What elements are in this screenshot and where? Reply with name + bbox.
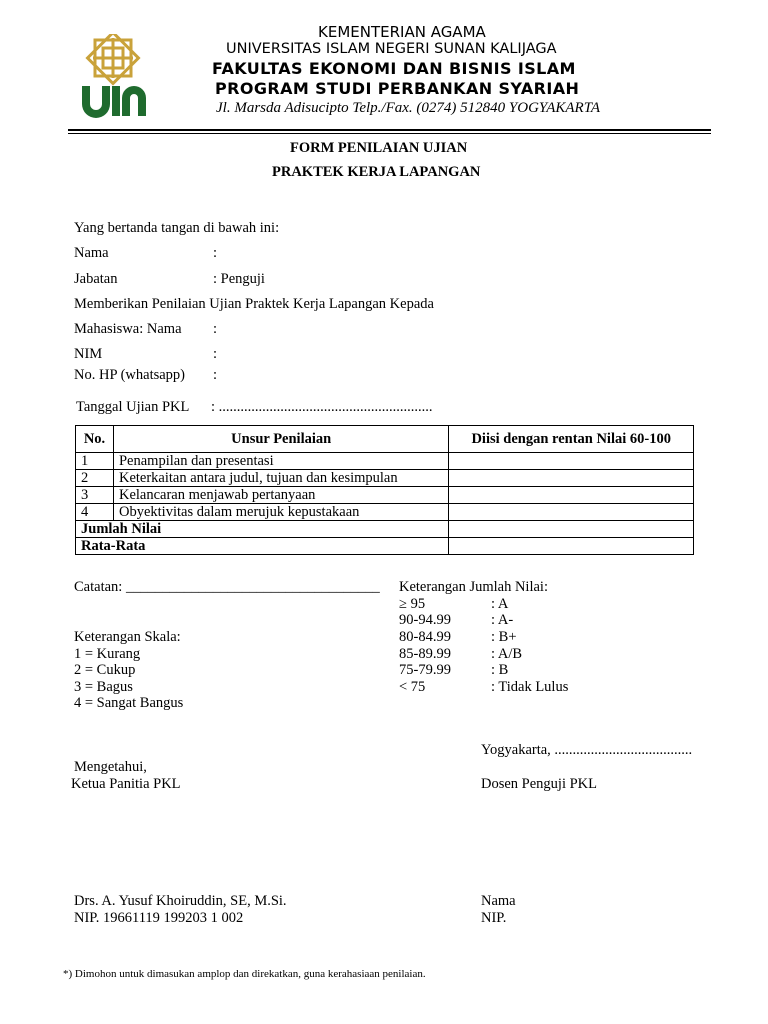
field-value-nama[interactable]: : bbox=[213, 245, 218, 261]
field-value-jabatan[interactable]: : Penguji bbox=[213, 271, 265, 287]
field-label-phone: No. HP (whatsapp) bbox=[74, 367, 186, 383]
table-row bbox=[76, 470, 694, 487]
table-row bbox=[76, 504, 694, 521]
header-address: Jl. Marsda Adisucipto Telp./Fax. (0274) 512840 YOGYAKARTA bbox=[216, 100, 601, 116]
grade-range: 90-94.99 bbox=[399, 612, 451, 628]
field-label-nama: Nama bbox=[74, 245, 109, 261]
table-header-no: No. bbox=[76, 426, 114, 453]
average-row bbox=[76, 538, 694, 555]
exam-date-label: Tanggal Ujian PKL bbox=[76, 399, 190, 415]
sign-left-line2: Ketua Panitia PKL bbox=[71, 776, 181, 792]
table-header-row bbox=[76, 426, 694, 453]
field-value-mahasiswa[interactable]: : bbox=[213, 321, 218, 337]
footnote: *) Dimohon untuk dimasukan amplop dan direkatkan, guna kerahasiaan penilaian. bbox=[63, 968, 426, 980]
table-header-score: Diisi dengan rentan Nilai 60-100 bbox=[449, 426, 694, 453]
table-row bbox=[76, 487, 694, 504]
total-row bbox=[76, 521, 694, 538]
score-cell[interactable] bbox=[449, 504, 694, 521]
grade-range: 80-84.99 bbox=[399, 629, 451, 645]
row-number: 2 bbox=[76, 470, 114, 487]
grade-value: : A- bbox=[491, 612, 514, 628]
form-title: FORM PENILAIAN UJIAN bbox=[290, 140, 468, 156]
sign-right-title: Dosen Penguji PKL bbox=[481, 776, 597, 792]
grade-range: 85-89.99 bbox=[399, 646, 451, 662]
scale-item: 4 = Sangat Bangus bbox=[74, 695, 184, 711]
row-item: Keterkaitan antara judul, tujuan dan kesimpulan bbox=[113, 470, 448, 487]
scale-item: 2 = Cukup bbox=[74, 662, 136, 678]
statement-text: Memberikan Penilaian Ujian Praktek Kerja Lapangan Kepada bbox=[74, 296, 434, 312]
grade-range: ≥ 95 bbox=[399, 596, 426, 612]
header-ministry: KEMENTERIAN AGAMA bbox=[318, 23, 486, 41]
total-label: Jumlah Nilai bbox=[76, 521, 449, 538]
university-emblem-icon bbox=[78, 34, 148, 118]
total-cell[interactable] bbox=[449, 521, 694, 538]
field-label-nim: NIM bbox=[74, 346, 103, 362]
sign-left-line1: Mengetahui, bbox=[74, 759, 147, 775]
table-row bbox=[76, 453, 694, 470]
row-number: 3 bbox=[76, 487, 114, 504]
grade-title: Keterangan Jumlah Nilai: bbox=[399, 579, 548, 595]
row-item: Penampilan dan presentasi bbox=[113, 453, 448, 470]
scale-title: Keterangan Skala: bbox=[74, 629, 181, 645]
grade-value: : B bbox=[491, 662, 509, 678]
average-cell[interactable] bbox=[449, 538, 694, 555]
sign-left-name: Drs. A. Yusuf Khoiruddin, SE, M.Si. bbox=[74, 893, 287, 909]
row-item: Obyektivitas dalam merujuk kepustakaan bbox=[113, 504, 448, 521]
row-number: 1 bbox=[76, 453, 114, 470]
scale-item: 1 = Kurang bbox=[74, 646, 141, 662]
table-header-item: Unsur Penilaian bbox=[113, 426, 448, 453]
field-label-jabatan: Jabatan bbox=[74, 271, 118, 287]
field-value-nim[interactable]: : bbox=[213, 346, 218, 362]
place-date[interactable]: Yogyakarta, ...................................... bbox=[481, 742, 693, 758]
sign-right-name[interactable]: Nama bbox=[481, 893, 516, 909]
grade-value: : A bbox=[491, 596, 509, 612]
catatan-field[interactable]: Catatan: ___________________________________ bbox=[74, 579, 380, 595]
score-cell[interactable] bbox=[449, 487, 694, 504]
score-table bbox=[75, 425, 694, 555]
grade-value: : Tidak Lulus bbox=[491, 679, 569, 695]
header-divider-thin bbox=[68, 133, 711, 134]
header-program: PROGRAM STUDI PERBANKAN SYARIAH bbox=[215, 79, 580, 98]
field-value-phone[interactable]: : bbox=[213, 367, 218, 383]
sign-right-nip[interactable]: NIP. bbox=[481, 910, 507, 926]
intro-text: Yang bertanda tangan di bawah ini: bbox=[74, 220, 280, 236]
exam-date-value[interactable]: : ........................................................... bbox=[211, 399, 433, 415]
grade-value: : B+ bbox=[491, 629, 517, 645]
score-cell[interactable] bbox=[449, 453, 694, 470]
form-subtitle: PRAKTEK KERJA LAPANGAN bbox=[272, 164, 481, 180]
grade-value: : A/B bbox=[491, 646, 523, 662]
grade-range: 75-79.99 bbox=[399, 662, 451, 678]
field-label-mahasiswa: Mahasiswa: Nama bbox=[74, 321, 182, 337]
header-divider-thick bbox=[68, 129, 711, 131]
score-cell[interactable] bbox=[449, 470, 694, 487]
header-faculty: FAKULTAS EKONOMI DAN BISNIS ISLAM bbox=[212, 59, 576, 78]
row-number: 4 bbox=[76, 504, 114, 521]
header-university: UNIVERSITAS ISLAM NEGERI SUNAN KALIJAGA bbox=[226, 41, 557, 57]
university-logo bbox=[78, 34, 148, 118]
row-item: Kelancaran menjawab pertanyaan bbox=[113, 487, 448, 504]
grade-range: < 75 bbox=[399, 679, 426, 695]
average-label: Rata-Rata bbox=[76, 538, 449, 555]
sign-left-nip: NIP. 19661119 199203 1 002 bbox=[74, 910, 244, 926]
scale-item: 3 = Bagus bbox=[74, 679, 133, 695]
